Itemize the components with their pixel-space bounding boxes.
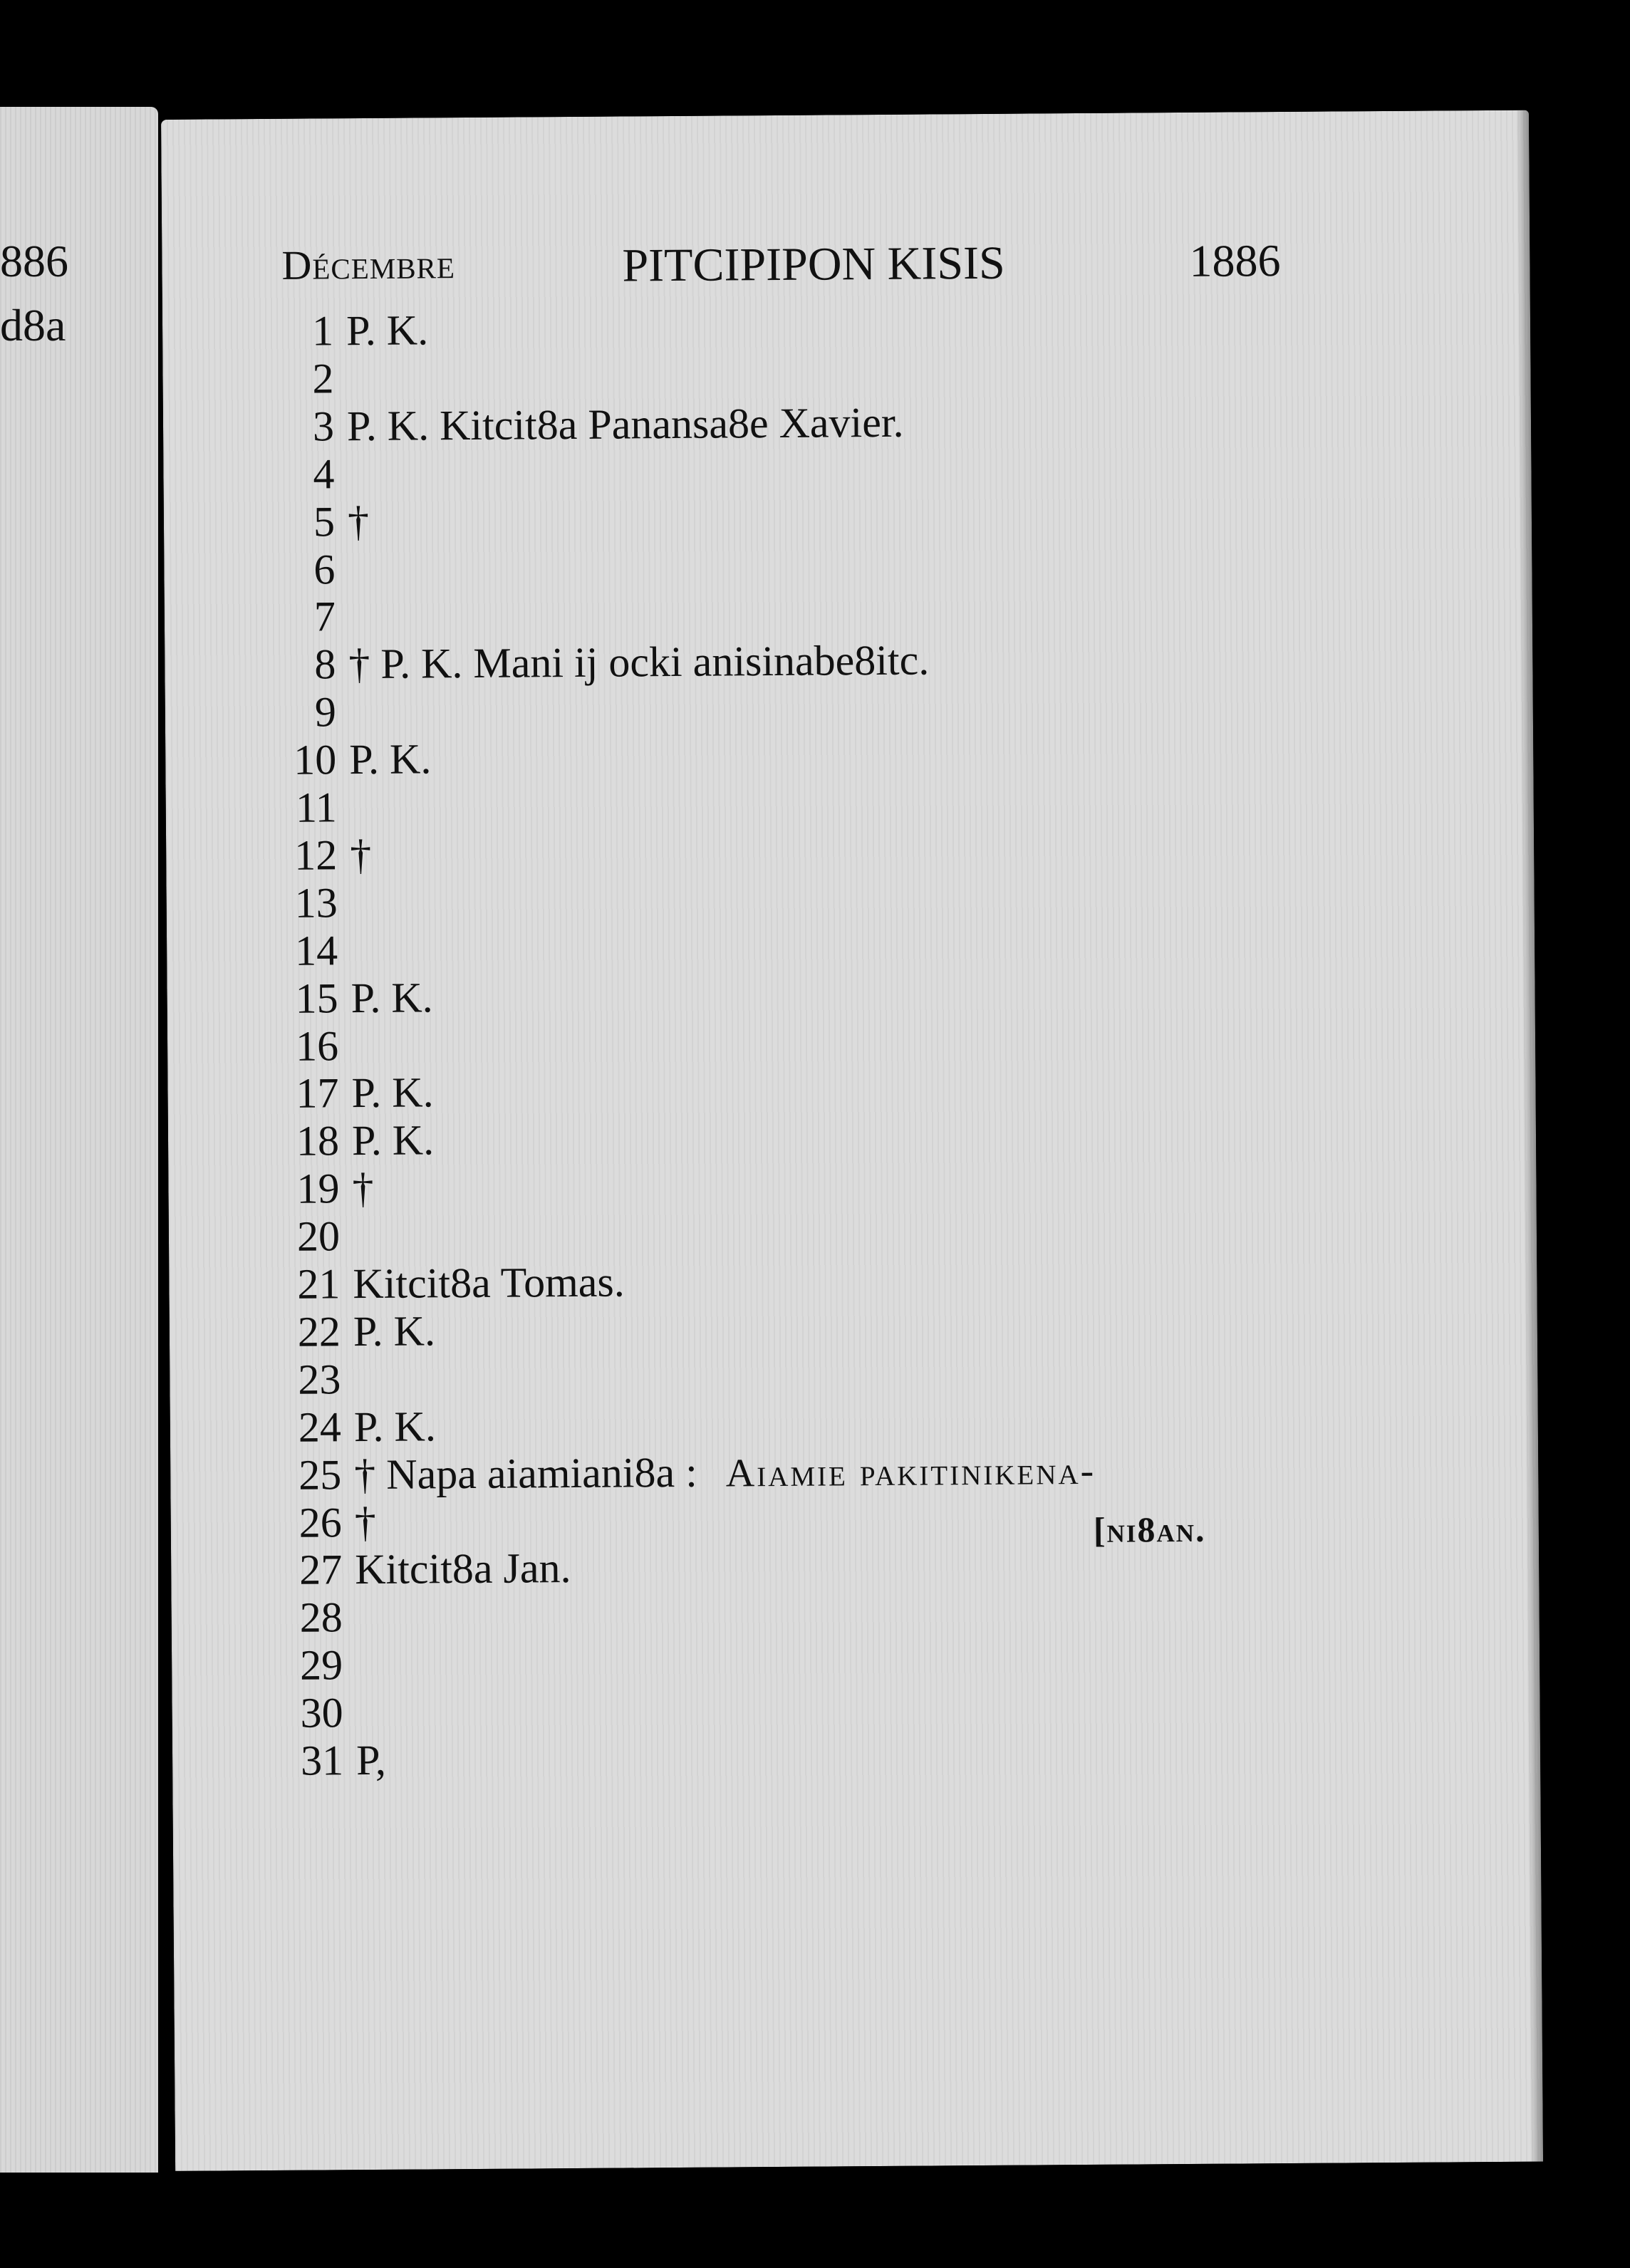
day-entry	[349, 735, 432, 783]
day-entry-text: † P. K. Mani ij ocki anisinabe8itc.	[348, 636, 930, 688]
day-number: 29	[299, 1641, 343, 1689]
day-row	[234, 450, 347, 498]
day-entry-smallcaps: Aiamie pakitinikena-	[725, 1448, 1096, 1496]
day-number: 3	[312, 402, 335, 450]
day-entry-text: P. K.	[351, 1116, 435, 1165]
left-page-fragment	[0, 107, 158, 2173]
month-heading: Décembre	[281, 241, 456, 288]
day-row	[237, 688, 349, 736]
day-number: 6	[313, 545, 336, 593]
day-entry	[347, 399, 904, 449]
calendar-page	[161, 110, 1543, 2171]
day-row	[239, 1069, 434, 1118]
year-heading: 1886	[1189, 235, 1281, 286]
day-row	[237, 735, 432, 784]
day-entry-text: †	[349, 831, 372, 879]
day-number: 18	[296, 1117, 340, 1165]
day-number: 25	[299, 1450, 342, 1499]
day-entry	[353, 1258, 625, 1307]
day-number: 9	[314, 688, 337, 736]
day-number: 11	[295, 784, 337, 831]
day-row	[242, 1403, 437, 1451]
day-entry-text: P. K.	[353, 1307, 436, 1356]
day-row	[239, 1165, 373, 1212]
day-entry	[348, 498, 369, 545]
day-row	[243, 1641, 355, 1689]
day-entry-text: P. K.	[346, 306, 429, 355]
day-entry	[355, 1544, 571, 1593]
day-row	[241, 1307, 436, 1356]
day-number: 21	[297, 1260, 341, 1308]
day-entry-text: †	[354, 1498, 376, 1546]
day-number: 13	[294, 879, 338, 927]
day-entry	[351, 1069, 434, 1117]
day-entry	[352, 1117, 435, 1165]
day-entry	[346, 306, 429, 354]
day-row	[240, 1258, 625, 1308]
day-entry-text: P,	[355, 1736, 387, 1784]
day-row	[242, 1544, 571, 1593]
day-entry-text: † Napa aiamiani8a :	[354, 1448, 697, 1498]
day-number: 2	[312, 355, 334, 402]
day-entry-text: P. K.	[351, 1068, 434, 1117]
day-row	[236, 593, 348, 641]
day-row	[244, 1737, 386, 1784]
day-number: 23	[298, 1356, 341, 1403]
day-number: 24	[298, 1403, 342, 1451]
day-number: 5	[313, 497, 336, 546]
day-entry-text: P. K.	[351, 973, 433, 1021]
day-row	[240, 1212, 353, 1260]
day-row	[241, 1356, 353, 1403]
day-entry	[355, 1498, 376, 1545]
continuation-text: [ni8an.	[1093, 1509, 1206, 1550]
day-entry	[350, 831, 371, 878]
day-row	[234, 399, 904, 451]
page-title: PITCIPIPON KISIS	[622, 236, 1005, 292]
day-row	[236, 637, 929, 689]
day-entry-text: Kitcit8a Tomas.	[353, 1258, 625, 1308]
day-row	[234, 355, 346, 402]
day-number: 20	[296, 1212, 341, 1260]
day-row	[239, 1022, 351, 1070]
day-number: 27	[299, 1546, 343, 1594]
day-row	[242, 1498, 376, 1546]
day-number: 16	[295, 1021, 339, 1070]
day-entry-text: Kitcit8a Jan.	[354, 1544, 571, 1593]
day-row	[235, 546, 348, 593]
day-row	[238, 927, 351, 974]
day-number: 10	[294, 736, 337, 784]
day-number: 4	[313, 450, 335, 498]
day-number: 26	[299, 1498, 342, 1546]
day-entry	[351, 974, 433, 1021]
day-number: 7	[313, 593, 336, 640]
day-entry-text: P. K. Kitcit8a Panansa8e Xavier.	[346, 398, 904, 449]
day-number: 19	[296, 1165, 340, 1212]
day-number: 31	[300, 1737, 344, 1784]
left-page-text-1: 886	[0, 236, 68, 286]
day-row	[243, 1689, 355, 1737]
day-number: 28	[299, 1593, 343, 1641]
day-entry	[353, 1307, 436, 1355]
day-number: 30	[300, 1689, 343, 1737]
day-entry	[352, 1165, 373, 1212]
day-number: 8	[314, 640, 336, 688]
day-number: 12	[294, 831, 338, 879]
day-entry-text: P. K.	[353, 1403, 437, 1450]
day-row	[242, 1593, 355, 1641]
day-row	[238, 974, 433, 1022]
day-row	[242, 1445, 1096, 1498]
day-row	[239, 1117, 435, 1165]
day-row	[237, 831, 371, 879]
day-entry	[354, 1445, 1096, 1499]
day-entry	[356, 1737, 386, 1784]
day-row	[234, 306, 429, 355]
day-entry-text: †	[352, 1165, 374, 1212]
day-number: 22	[297, 1308, 341, 1356]
day-entry	[348, 637, 929, 688]
day-entry-text: P. K.	[349, 735, 432, 784]
day-row	[235, 498, 369, 546]
day-entry	[354, 1403, 437, 1450]
day-row	[237, 879, 350, 927]
day-row	[237, 784, 350, 831]
day-number: 15	[295, 974, 338, 1022]
day-number: 17	[296, 1069, 339, 1118]
day-number: 14	[294, 926, 338, 974]
day-number: 1	[311, 307, 334, 355]
day-entry-text: †	[347, 497, 370, 545]
left-page-text-2: d8a	[0, 300, 66, 350]
